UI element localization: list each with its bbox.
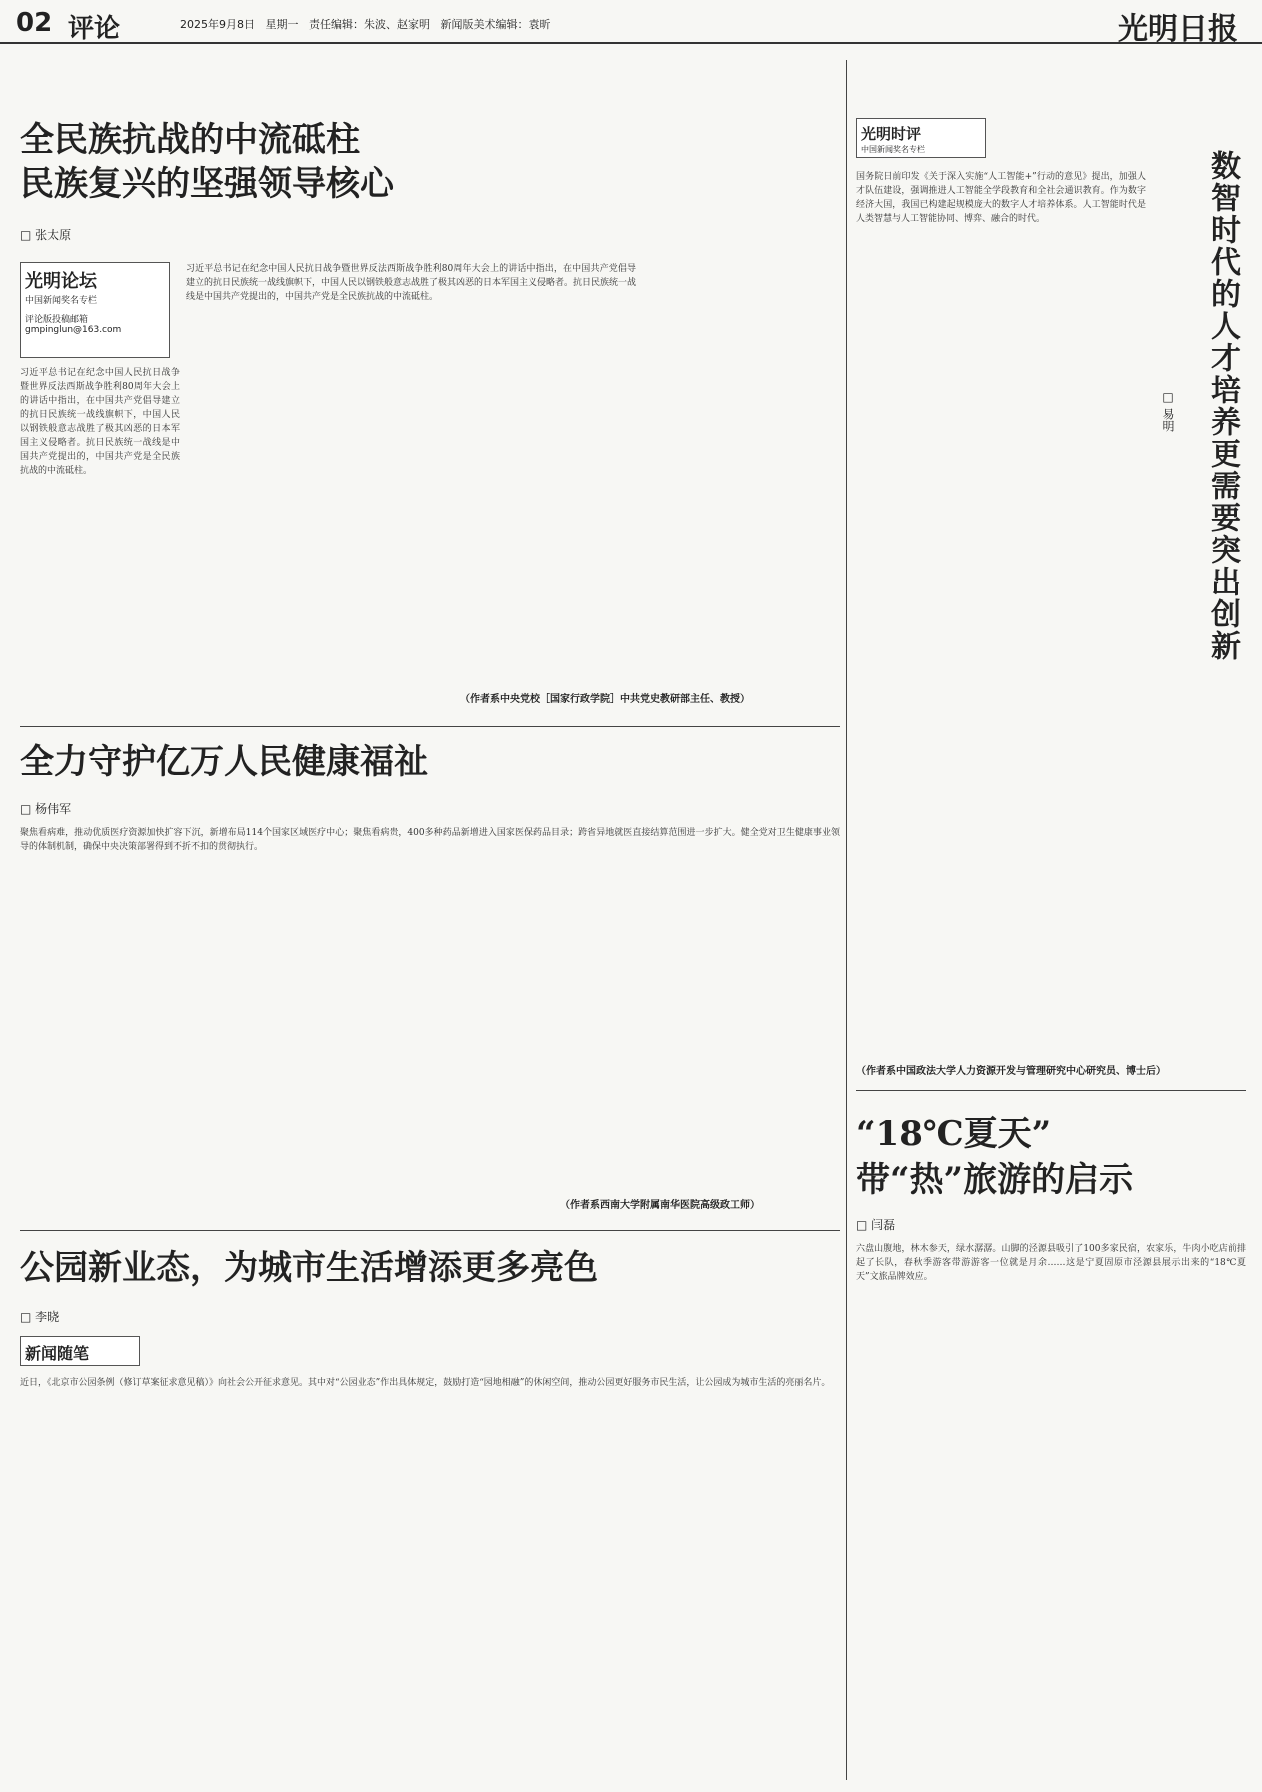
column-box-guangming-forum: [20, 262, 170, 358]
newspaper-logo: 光明日报: [1118, 12, 1238, 47]
art-editor: 新闻版美术编辑：袁昕: [440, 18, 551, 31]
article-2-author-note: （作者系西南大学附属南华医院高级政工师）: [560, 1200, 760, 1211]
email-label: 评论版投稿邮箱: [25, 315, 89, 325]
article-1-author-note: （作者系中央党校［国家行政学院］中共党史教研部主任、教授）: [460, 694, 750, 705]
article-4-body: 国务院日前印发《关于深入实施“人工智能+”行动的意见》提出，加强人才队伍建设，强调推进人工智能全学段教育和全社会通识教育。作为数字经济大国，我国已构建起规模庞大的数字人才培养体系。人工智能时代是人类智慧与人工智能协同、博弈、融合的时代。: [856, 172, 1146, 224]
issue-date: 2025年9月8日: [180, 18, 255, 31]
column-tag: 中国新闻奖名专栏: [861, 145, 925, 154]
divider: [20, 726, 840, 727]
column-box-guangming-commentary: [856, 118, 986, 158]
article-1-byline: □ 张太原: [20, 228, 72, 242]
divider: [20, 1230, 840, 1231]
column-name: 新闻随笔: [25, 1344, 90, 1363]
column-name: 光明论坛: [25, 271, 97, 292]
article-1-body: 习近平总书记在纪念中国人民抗日战争暨世界反法西斯战争胜利80周年大会上的讲话中指出，在中国共产党倡导建立的抗日民族统一战线旗帜下，中国人民以钢铁般意志战胜了极其凶恶的日本军国主义侵略者。抗日民族统一战线是中国共产党提出的，中国共产党是全民族抗战的中流砥柱。: [20, 368, 180, 476]
article-1-body-cont: 习近平总书记在纪念中国人民抗日战争暨世界反法西斯战争胜利80周年大会上的讲话中指出，在中国共产党倡导建立的抗日民族统一战线旗帜下，中国人民以钢铁般意志战胜了极其凶恶的日本军国主义侵略者。抗日民族统一战线是中国共产党提出的，中国共产党是全民族抗战的中流砥柱。: [186, 264, 636, 302]
column-tag: 中国新闻奖名专栏: [25, 296, 98, 306]
article-5-title-line1: “18℃夏天”: [856, 1114, 1052, 1154]
article-5-body: 六盘山腹地，林木参天，绿水潺潺。山脚的泾源县吸引了100多家民宿，农家乐，牛肉小吃店前排起了长队，春秋季游客带游游客一位就是月余……这是宁夏固原市泾源县展示出来的“18℃夏天”文旅品牌效应。: [856, 1244, 1246, 1282]
article-2-byline: □ 杨伟军: [20, 802, 72, 816]
article-4-byline: □ 易明: [1161, 390, 1175, 432]
editors: 责任编辑：朱波、赵家明: [309, 18, 430, 31]
page-number: 02: [16, 8, 53, 38]
article-2-title: 全力守护亿万人民健康福祉: [20, 742, 428, 782]
column-name: 光明时评: [861, 125, 922, 143]
article-4-author-note: （作者系中国政法大学人力资源开发与管理研究中心研究员、博士后）: [856, 1066, 1166, 1077]
column-box-news-essay: [20, 1336, 140, 1366]
article-5-byline: □ 闫磊: [856, 1218, 896, 1232]
column-divider: [846, 60, 847, 1780]
article-2-body: 聚焦看病难，推动优质医疗资源加快扩容下沉，新增布局114个国家区域医疗中心；聚焦看病贵，400多种药品新增进入国家医保药品目录；跨省异地就医直接结算范围进一步扩大。健全党对卫生健康事业领导的体制机制，确保中央决策部署得到不折不扣的贯彻执行。: [20, 828, 840, 852]
article-5-title-line2: 带“热”旅游的启示: [856, 1160, 1134, 1200]
article-4-title: 数智时代的人才培养更需要突出创新: [1205, 150, 1240, 662]
issue-meta: [180, 16, 551, 32]
article-3-body: 近日，《北京市公园条例（修订草案征求意见稿）》向社会公开征求意见。其中对“公园业态”作出具体规定，鼓励打造“园地相融”的休闲空间，推动公园更好服务市民生活，让公园成为城市生活的亮丽名片。: [20, 1378, 831, 1388]
section-name: 评论: [68, 14, 121, 44]
divider: [856, 1090, 1246, 1091]
article-1-title-line1: 全民族抗战的中流砥柱: [20, 120, 360, 160]
email[interactable]: gmpinglun@163.com: [25, 325, 122, 335]
masthead: [0, 0, 1262, 47]
article-3-byline: □ 李晓: [20, 1310, 60, 1324]
article-3-title: 公园新业态，为城市生活增添更多亮色: [20, 1248, 598, 1288]
issue-weekday: 星期一: [265, 18, 299, 31]
article-1-title-line2: 民族复兴的坚强领导核心: [20, 164, 394, 204]
